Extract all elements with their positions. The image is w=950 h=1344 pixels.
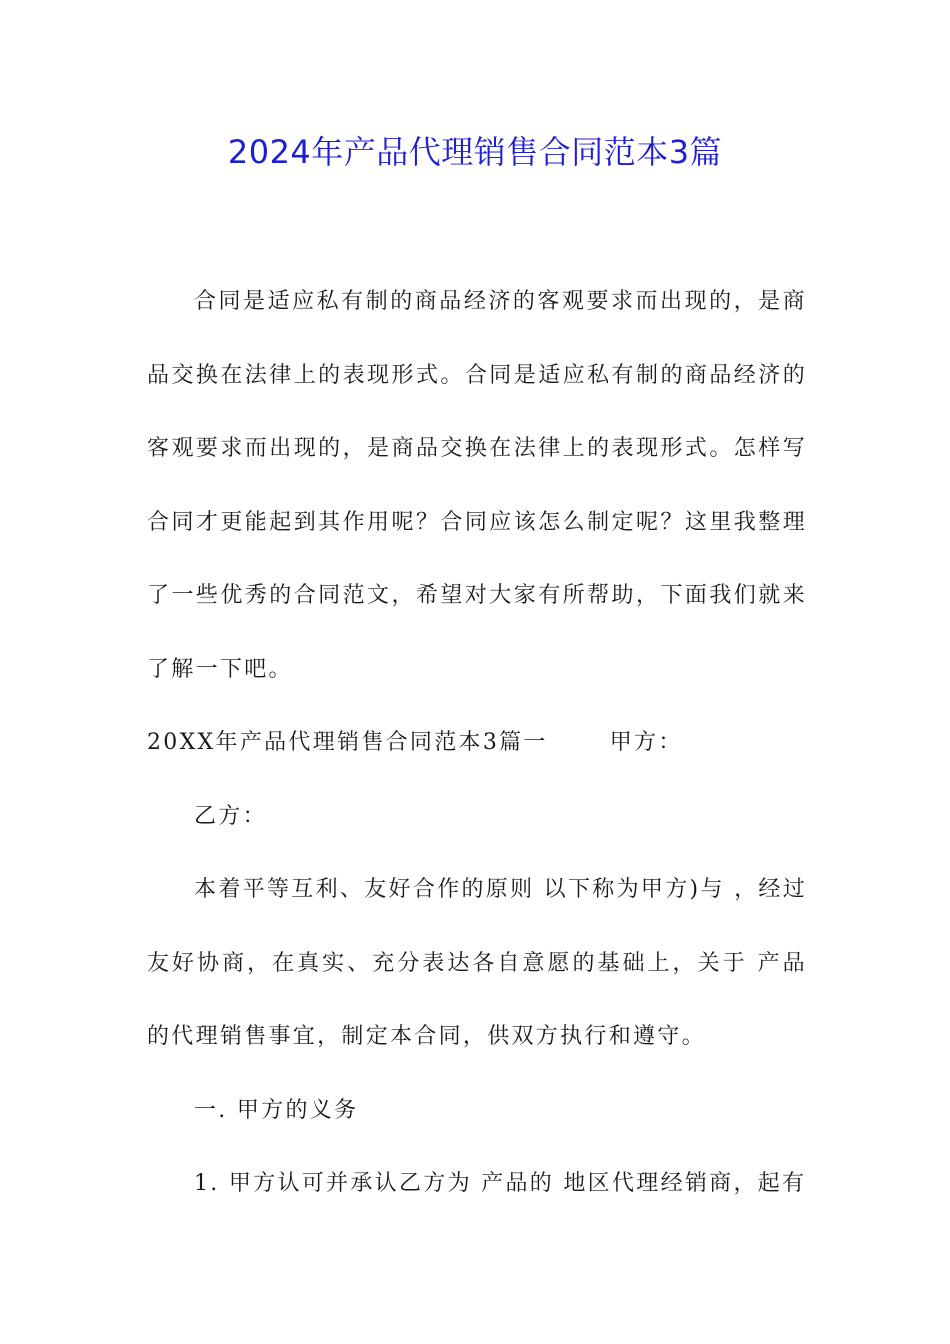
clause-heading: 一. 甲方的义务 xyxy=(194,1097,359,1123)
section-heading: 20XX年产品代理销售合同范本3篇一 xyxy=(147,730,548,755)
clause-item-1: 1. 甲方认可并承认乙方为 产品的 地区代理经销商，起有 xyxy=(194,1171,807,1196)
section-heading-line xyxy=(147,706,807,780)
intro-paragraph: 合同是适应私有制的商品经济的客观要求而出现的，是商品交换在法律上的表现形式。合同是适应私有制的商品经济的客观要求而出现的，是商品交换在法律上的表现形式。怎样写合同才更能起到其作用呢？合同应该怎么制定呢？这里我整理了一些优秀的合同范文，希望对大家有所帮助，下面我们就来了解一下吧。 xyxy=(147,289,807,682)
principle-paragraph: 本着平等互利、友好合作的原则 以下称为甲方)与 ，经过友好协商，在真实、充分表达各自意愿的基础上，关于 产品的代理销售事宜，制定本合同，供双方执行和遵守。 xyxy=(147,877,807,1049)
party-b-label: 乙方： xyxy=(194,803,267,829)
document-body xyxy=(147,265,807,1221)
document-title: 2024年产品代理销售合同范本3篇 xyxy=(227,133,723,171)
party-a-label: 甲方： xyxy=(609,730,683,755)
